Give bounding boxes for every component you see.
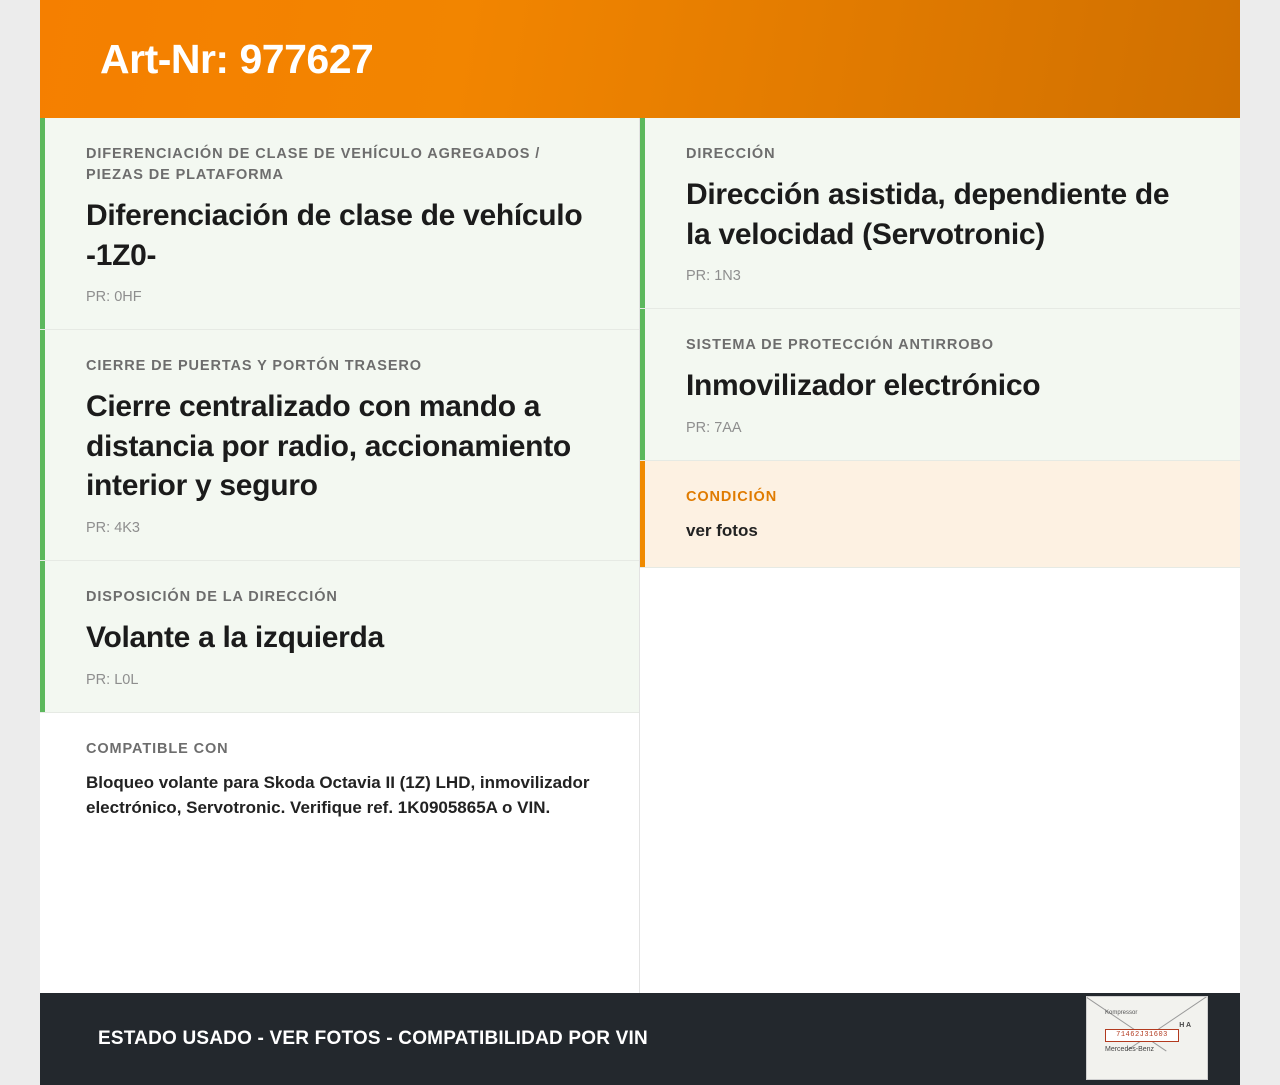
- spec-label: DIRECCIÓN: [686, 146, 776, 162]
- spec-value: Volante a la izquierda: [86, 621, 384, 655]
- spec-pr-code: PR: 1N3: [686, 268, 741, 285]
- right-column: [640, 118, 1240, 993]
- spec-value: Inmovilizador electrónico: [686, 369, 1041, 403]
- condition-label: CONDICIÓN: [686, 488, 778, 505]
- plate-right-text: H A: [1179, 1022, 1191, 1029]
- plate-details: [1095, 1007, 1199, 1065]
- spec-card-immobilizer: [640, 309, 1240, 461]
- spec-label: DIFERENCIACIÓN DE CLASE DE VEHÍCULO AGREGADOS / PIEZAS DE PLATAFORMA: [86, 146, 541, 184]
- plate-code: 71462J31603: [1105, 1029, 1179, 1042]
- spec-value: Cierre centralizado con mando a distancia por radio, accionamiento interior y seguro: [86, 390, 571, 503]
- plate-brand-text: Mercedes-Benz: [1105, 1046, 1155, 1053]
- spec-columns: [40, 118, 1240, 993]
- left-column: [40, 118, 640, 993]
- footer-note: ESTADO USADO - VER FOTOS - COMPATIBILIDAD POR VIN: [98, 1028, 648, 1049]
- spec-pr-code: PR: 7AA: [686, 419, 742, 436]
- condition-value: ver fotos: [686, 520, 758, 540]
- spec-value: Diferenciación de clase de vehículo -1Z0-: [86, 199, 583, 272]
- spec-card-vehicle-class: [40, 118, 639, 330]
- spec-card-steering-position: [40, 561, 639, 713]
- page-title: Art-Nr: 977627: [100, 35, 374, 82]
- spec-label: CIERRE DE PUERTAS Y PORTÓN TRASERO: [86, 358, 422, 375]
- spec-value: Dirección asistida, dependiente de la velocidad (Servotronic): [686, 178, 1170, 251]
- document-footer: [40, 993, 1240, 1085]
- condition-card: [640, 461, 1240, 569]
- spec-card-power-steering: [640, 118, 1240, 309]
- compatible-with-card: [40, 713, 639, 845]
- spec-label: DISPOSICIÓN DE LA DIRECCIÓN: [86, 589, 338, 606]
- right-column-spacer: [640, 568, 1240, 898]
- vin-plate-image: [1086, 996, 1208, 1080]
- compatible-label: COMPATIBLE CON: [86, 740, 229, 757]
- document-header: [40, 0, 1240, 118]
- spec-pr-code: PR: 0HF: [86, 289, 142, 306]
- plate-top-text: Kompressor: [1105, 1010, 1138, 1016]
- spec-card-central-locking: [40, 330, 639, 561]
- document-sheet: [40, 0, 1240, 1085]
- spec-label: SISTEMA DE PROTECCIÓN ANTIRROBO: [686, 337, 994, 354]
- compatible-value: Bloqueo volante para Skoda Octavia II (1Z) LHD, inmovilizador electrónico, Servotronic. Verifique ref. 1K0905865A o VIN.: [86, 772, 590, 818]
- spec-pr-code: PR: 4K3: [86, 520, 140, 537]
- spec-pr-code: PR: L0L: [86, 671, 139, 688]
